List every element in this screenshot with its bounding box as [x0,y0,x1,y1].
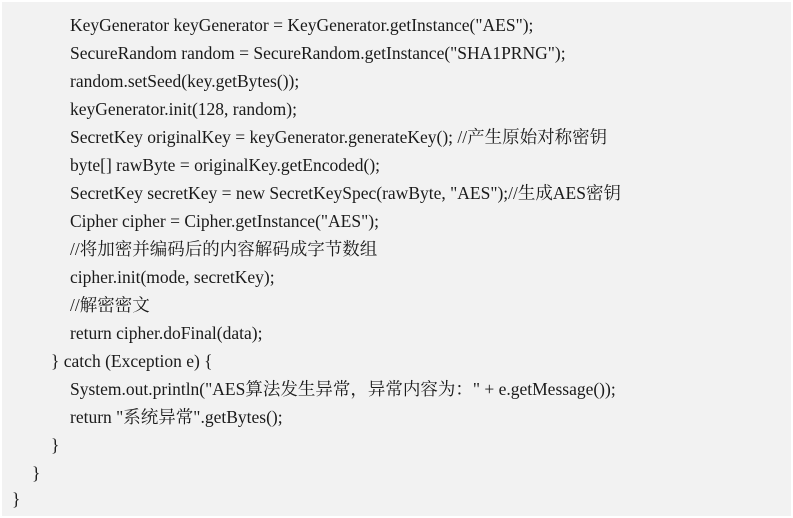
code-line: SecretKey secretKey = new SecretKeySpec(rawByte, "AES");//生成AES密钥 [70,183,621,203]
code-line: byte[] rawByte = originalKey.getEncoded(); [70,155,381,175]
code-line: System.out.println("AES算法发生异常，异常内容为：" + e.getMessage()); [70,379,616,399]
code-line: SecureRandom random = SecureRandom.getInstance("SHA1PRNG"); [70,43,566,63]
code-line: KeyGenerator keyGenerator = KeyGenerator.getInstance("AES"); [70,15,534,35]
code-line: } catch (Exception e) { [51,351,213,371]
code-line: SecretKey originalKey = keyGenerator.generateKey(); //产生原始对称密钥 [70,127,608,147]
code-line: return "系统异常".getBytes(); [70,407,283,427]
code-closing-brace: } [12,489,21,509]
code-block [2,2,791,516]
code-closing-brace: } [32,463,41,483]
code-closing-brace: } [51,435,60,455]
code-comment: //解密密文 [70,295,150,315]
code-comment: //将加密并编码后的内容解码成字节数组 [70,239,378,259]
code-line: random.setSeed(key.getBytes()); [70,71,300,91]
code-line: return cipher.doFinal(data); [70,323,263,343]
code-line: Cipher cipher = Cipher.getInstance("AES"); [70,211,379,231]
code-line: cipher.init(mode, secretKey); [70,267,275,287]
code-line: keyGenerator.init(128, random); [70,99,297,119]
